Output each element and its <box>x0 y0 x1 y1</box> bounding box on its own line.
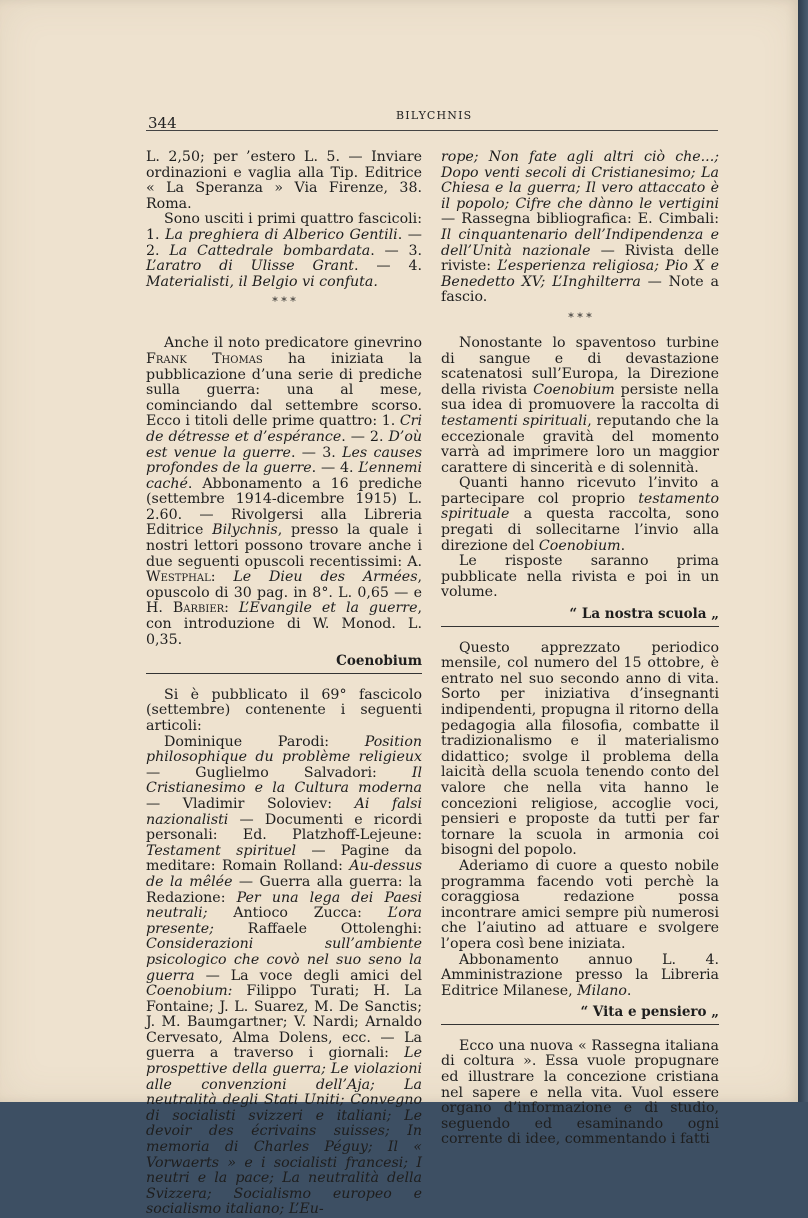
paragraph: Abbonamento annuo L. 4. Amministrazione presso la Libreria Editrice Milanese, Milano. <box>441 951 719 999</box>
section-separator: * * * <box>568 310 592 324</box>
page-edge <box>798 0 808 1102</box>
section-heading-la-nostra-scuola: “ La nostra scuola „ <box>441 607 719 627</box>
paragraph: Anche il noto predicatore ginevrino Frank Thomas ha iniziata la pubblicazione d’una serie di prediche sulla guerra: una al mese, cominciando dal settembre scorso. Ecco i titoli delle prime quattro: 1. Cri de détresse et d’espérance. — 2. D’où est venue la guerre. — 3. Les causes profondes de la guerre. — 4. L’ennemi caché. Abbonamento a 16 prediche (settembre 1914-dicembre 1915) L. 2.60. — Rivolgersi alla Libreria Editrice Bilychnis, presso la quale i nostri lettori possono trovare anche i due seguenti opuscoli recentissimi: A. Westphal: Le Dieu des Armées, opuscolo di 30 pag. in 8°. L. 0,65 — e H. Barbier: L’Evangile et la guerre, con introduzione di W. Monod. L. 0,35. <box>146 335 423 648</box>
paragraph: rope; Non fate agli altri ciò che...; Dopo venti secoli di Cristianesimo; La Chiesa e la guerra; Il vero attaccato è il popolo; Cifre che dànno le vertigini — Rassegna bibliografica: E. Cimbali: Il cinquantenario dell’Indipendenza e dell’Unità nazionale — Rivista delle riviste: L’esperienza religiosa; Pio X e Benedetto XV; L’Inghilterra — Note a fascio. <box>441 149 720 306</box>
running-header <box>146 108 718 131</box>
paragraph: L. 2,50; per ’estero L. 5. — Inviare ordinazioni e vaglia alla Tip. Editrice « La Speranza » Via Firenze, 38. Roma. <box>146 149 422 212</box>
paragraph: Aderiamo di cuore a questo nobile programma facendo voti perchè la coraggiosa redazione possa incontrare amici sempre più numerosi che l’aiutino ad attuare e svolgere l’opera così bene iniziata. <box>441 857 719 952</box>
section-separator: * * * <box>272 295 296 309</box>
left-column <box>146 150 422 1218</box>
paragraph: Dominique Parodi: Position philosophique du problème religieux — Guglielmo Salvadori: Il Cristianesimo e la Cultura moderna — Vladimir Soloviev: Ai falsi nazionalisti — Documenti e ricordi personali: Ed. Platzhoff-Lejeune: Testament spirituel — Pagine da meditare: Romain Rolland: Au-dessus de la mêlée — Guerra alla guerra: la Redazione: Per una lega dei Paesi neutrali; Antioco Zucca: L’ora presente; Raffaele Ottolenghi: Considerazioni sull’ambiente psicologico che covò nel suo seno la guerra — La voce degli amici del Coenobium: Filippo Turati; H. La Fontaine; J. L. Suarez, M. De Sanctis; J. M. Baumgartner; V. Nardi; Arnaldo Cervesato, Alma Dolens, ecc. — La guerra a traverso i giornali: Le prospettive della guerra; Le violazioni alle convenzioni dell’Aja; La neutralità degli Stati Uniti; Convegno di socialisti svizzeri e italiani; Le devoir des écrivains suisses; In memoria di Charles Péguy; Il « Vorwaerts » e i socialisti francesi; I neutri e la pace; La neutralità della Svizzera; Socialismo europeo e socialismo italiano; L’Eu- <box>146 733 423 1218</box>
paragraph: Sono usciti i primi quattro fascicoli: 1. La preghiera di Alberico Gentili. — 2. La Cattedrale bombardata. — 3. L’aratro di Ulisse Grant. — 4. Materialisti, il Belgio vi confuta. <box>146 211 422 290</box>
paragraph: Le risposte saranno prima pubblicate nella rivista e poi in un volume. <box>441 553 719 601</box>
section-heading-coenobium: Coenobium <box>146 654 422 674</box>
paragraph: Si è pubblicato il 69° fascicolo (settembre) contenente i seguenti articoli: <box>146 686 422 734</box>
page-number: 344 <box>148 114 177 132</box>
paragraph: Quanti hanno ricevuto l’invito a partecipare col proprio testamento spirituale a questa raccolta, sono pregati di sollecitarne l’invio alla direzione del Coenobium. <box>441 475 719 554</box>
paragraph: Ecco una nuova « Rassegna italiana di coltura ». Essa vuole propugnare ed illustrare la concezione cristiana nel sapere e nella vita. Vuol essere organo d’informazione e di studio, seguendo ed esaminando ogni corrente di idee, commentando i fatti <box>441 1037 719 1148</box>
section-heading-vita-e-pensiero: “ Vita e pensiero „ <box>441 1005 719 1025</box>
paragraph: Questo apprezzato periodico mensile, col numero del 15 ottobre, è entrato nel suo secondo anno di vita. Sorto per iniziativa d’insegnanti indipendenti, propugna il ritorno della pedagogia alla filosofia, combatte il tradizionalismo e il materialismo didattico; svolge il problema della laicità della scuola tenendo conto del valore che nella vita hanno le concezioni religiose, accoglie voci, pensieri e proposte da tutti per far tornare la scuola in armonia coi bisogni del popolo. <box>441 639 719 859</box>
journal-title: BILYCHNIS <box>396 109 473 122</box>
paragraph: Nonostante lo spaventoso turbine di sangue e di devastazione scatenatosi sull’Europa, la Direzione della rivista Coenobium persiste nella sua idea di promuovere la raccolta di testamenti spirituali, reputando che la eccezionale gravità del momento varrà ad imprimere loro un maggior carattere di sincerità e di solennità. <box>441 334 719 476</box>
right-column <box>441 150 719 1148</box>
